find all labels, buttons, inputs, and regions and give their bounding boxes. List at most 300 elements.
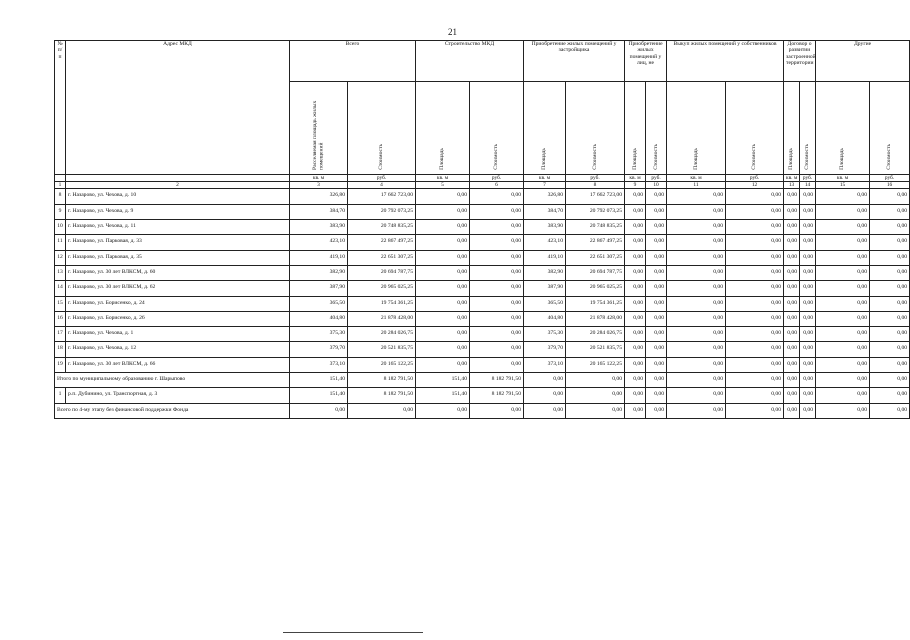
value-cell: 0,00 xyxy=(667,342,726,357)
value-cell: 326,80 xyxy=(290,189,348,204)
value-cell: 0,00 xyxy=(416,204,470,219)
value-cell: 0,00 xyxy=(816,204,870,219)
value-cell: 20 165 122,25 xyxy=(348,357,416,372)
value-cell: 0,00 xyxy=(625,296,646,311)
group-from-developer: Приобретение жилых помещений у застройщика xyxy=(524,41,625,82)
row-address: г. Назарово, ул. Чехова, д. 9 xyxy=(66,204,290,219)
value-cell: 0,00 xyxy=(726,235,784,250)
value-cell: 8 182 791,50 xyxy=(470,372,524,387)
value-cell: 0,00 xyxy=(800,327,816,342)
col-number: 10 xyxy=(646,182,667,189)
value-cell: 0,00 xyxy=(646,388,667,403)
value-cell: 383,90 xyxy=(524,220,566,235)
col-number: 12 xyxy=(726,182,784,189)
group-not-developer: Приобретение жилых помещений у лиц, не xyxy=(625,41,667,82)
value-cell: 0,00 xyxy=(470,189,524,204)
value-cell: 0,00 xyxy=(625,403,646,418)
value-cell: 379,70 xyxy=(524,342,566,357)
unit-cell: кв. м xyxy=(416,175,470,182)
footer-rule xyxy=(283,632,423,633)
value-cell: 20 792 073,25 xyxy=(348,204,416,219)
value-cell: 0,00 xyxy=(726,311,784,326)
value-cell: 0,00 xyxy=(416,311,470,326)
value-cell: 0,00 xyxy=(784,250,800,265)
value-cell: 151,40 xyxy=(416,388,470,403)
value-cell: 0,00 xyxy=(646,235,667,250)
value-cell: 375,30 xyxy=(524,327,566,342)
value-cell: 0,00 xyxy=(816,220,870,235)
value-cell: 0,00 xyxy=(416,357,470,372)
unit-cell: кв. м xyxy=(524,175,566,182)
value-cell: 0,00 xyxy=(784,265,800,280)
row-address: г. Назарово, ул. Чехова, д. 11 xyxy=(66,220,290,235)
col-number: 3 xyxy=(290,182,348,189)
value-cell: 0,00 xyxy=(646,189,667,204)
row-address: г. Назарово, ул. 30 лет ВЛКСМ, д. 62 xyxy=(66,281,290,296)
unit-cell: кв. м xyxy=(625,175,646,182)
value-cell: 0,00 xyxy=(726,403,784,418)
value-cell: 0,00 xyxy=(646,311,667,326)
value-cell: 0,00 xyxy=(784,281,800,296)
value-cell: 0,00 xyxy=(726,220,784,235)
table-row xyxy=(55,296,910,311)
col-number: 16 xyxy=(870,182,910,189)
row-address: г. Назарово, ул. Чехова, д. 10 xyxy=(66,189,290,204)
value-cell: 0,00 xyxy=(290,403,348,418)
value-cell: 0,00 xyxy=(726,189,784,204)
col-number: 6 xyxy=(470,182,524,189)
value-cell: 383,90 xyxy=(290,220,348,235)
value-cell: 0,00 xyxy=(416,265,470,280)
value-cell: 0,00 xyxy=(870,204,910,219)
value-cell: 21 878 428,00 xyxy=(566,311,625,326)
value-cell: 0,00 xyxy=(816,311,870,326)
value-cell: 0,00 xyxy=(726,281,784,296)
value-cell: 0,00 xyxy=(470,235,524,250)
value-cell: 382,90 xyxy=(524,265,566,280)
col-number: 2 xyxy=(66,182,290,189)
unit-cell: руб. xyxy=(646,175,667,182)
value-cell: 0,00 xyxy=(870,388,910,403)
value-cell: 379,70 xyxy=(290,342,348,357)
sub-area: Площадь xyxy=(667,82,726,175)
value-cell: 17 662 723,00 xyxy=(566,189,625,204)
col-number: 11 xyxy=(667,182,726,189)
col-number: 1 xyxy=(55,182,66,189)
value-cell: 0,00 xyxy=(870,403,910,418)
value-cell: 20 965 025,25 xyxy=(566,281,625,296)
value-cell: 0,00 xyxy=(800,220,816,235)
value-cell: 151,40 xyxy=(290,372,348,387)
value-cell: 365,50 xyxy=(524,296,566,311)
summary-label: Всего по 4-му этапу без финансовой поддержки Фонда xyxy=(55,403,290,418)
value-cell: 0,00 xyxy=(646,250,667,265)
value-cell: 0,00 xyxy=(816,372,870,387)
value-cell: 0,00 xyxy=(726,372,784,387)
value-cell: 8 182 791,50 xyxy=(470,388,524,403)
value-cell: 0,00 xyxy=(870,327,910,342)
value-cell: 0,00 xyxy=(816,296,870,311)
row-address: г. Назарово, ул. Парковая, д. 35 xyxy=(66,250,290,265)
value-cell: 0,00 xyxy=(800,311,816,326)
value-cell: 0,00 xyxy=(470,296,524,311)
row-address: г. Назарово, ул. Борисенко, д. 24 xyxy=(66,296,290,311)
value-cell: 0,00 xyxy=(646,342,667,357)
value-cell: 0,00 xyxy=(816,265,870,280)
row-number: 19 xyxy=(55,357,66,372)
row-number: 8 xyxy=(55,189,66,204)
value-cell: 0,00 xyxy=(784,327,800,342)
col-number: 14 xyxy=(800,182,816,189)
value-cell: 0,00 xyxy=(800,281,816,296)
value-cell: 20 284 026,75 xyxy=(566,327,625,342)
value-cell: 0,00 xyxy=(870,250,910,265)
value-cell: 0,00 xyxy=(625,388,646,403)
value-cell: 20 792 073,25 xyxy=(566,204,625,219)
unit-cell: кв. м xyxy=(816,175,870,182)
value-cell: 0,00 xyxy=(667,372,726,387)
unit-cell: руб. xyxy=(348,175,416,182)
col-number: 13 xyxy=(784,182,800,189)
sub-cost: Стоимость xyxy=(566,82,625,175)
value-cell: 0,00 xyxy=(646,372,667,387)
value-cell: 0,00 xyxy=(800,372,816,387)
value-cell: 0,00 xyxy=(726,357,784,372)
value-cell: 20 165 122,25 xyxy=(566,357,625,372)
value-cell: 0,00 xyxy=(870,281,910,296)
value-cell: 419,10 xyxy=(290,250,348,265)
col-no-header: № п/п xyxy=(55,41,66,175)
value-cell: 0,00 xyxy=(646,403,667,418)
value-cell: 0,00 xyxy=(816,327,870,342)
value-cell: 0,00 xyxy=(470,327,524,342)
unit-cell: руб. xyxy=(566,175,625,182)
value-cell: 0,00 xyxy=(625,311,646,326)
value-cell: 19 754 361,25 xyxy=(566,296,625,311)
value-cell: 20 965 025,25 xyxy=(348,281,416,296)
value-cell: 423,10 xyxy=(290,235,348,250)
value-cell: 0,00 xyxy=(416,403,470,418)
value-cell: 20 748 835,25 xyxy=(348,220,416,235)
table-row xyxy=(55,189,910,204)
sub-cost: Стоимость xyxy=(800,82,816,175)
value-cell: 20 284 026,75 xyxy=(348,327,416,342)
value-cell: 0,00 xyxy=(625,250,646,265)
table-row xyxy=(55,327,910,342)
value-cell: 0,00 xyxy=(726,327,784,342)
value-cell: 0,00 xyxy=(416,342,470,357)
row-number: 12 xyxy=(55,250,66,265)
value-cell: 0,00 xyxy=(566,372,625,387)
value-cell: 8 182 791,50 xyxy=(348,372,416,387)
value-cell: 8 182 791,50 xyxy=(348,388,416,403)
value-cell: 0,00 xyxy=(667,296,726,311)
value-cell: 0,00 xyxy=(870,265,910,280)
value-cell: 0,00 xyxy=(646,357,667,372)
value-cell: 0,00 xyxy=(646,296,667,311)
value-cell: 0,00 xyxy=(800,357,816,372)
value-cell: 20 521 835,75 xyxy=(348,342,416,357)
value-cell: 0,00 xyxy=(816,388,870,403)
value-cell: 0,00 xyxy=(667,281,726,296)
value-cell: 0,00 xyxy=(784,235,800,250)
group-total: Всего xyxy=(290,41,416,82)
sub-cost: Стоимость xyxy=(646,82,667,175)
row-number: 18 xyxy=(55,342,66,357)
value-cell: 0,00 xyxy=(646,281,667,296)
value-cell: 22 867 497,25 xyxy=(348,235,416,250)
value-cell: 22 651 307,25 xyxy=(348,250,416,265)
value-cell: 20 521 835,75 xyxy=(566,342,625,357)
value-cell: 0,00 xyxy=(870,220,910,235)
sub-area: Площадь xyxy=(416,82,470,175)
value-cell: 0,00 xyxy=(625,281,646,296)
value-cell: 0,00 xyxy=(416,220,470,235)
row-number: 1 xyxy=(55,388,66,403)
page-number: 21 xyxy=(448,27,457,37)
value-cell: 0,00 xyxy=(524,388,566,403)
sub-area: Площадь xyxy=(784,82,800,175)
value-cell: 404,80 xyxy=(524,311,566,326)
value-cell: 17 662 723,00 xyxy=(348,189,416,204)
value-cell: 387,90 xyxy=(524,281,566,296)
value-cell: 0,00 xyxy=(625,327,646,342)
value-cell: 0,00 xyxy=(667,235,726,250)
value-cell: 373,10 xyxy=(524,357,566,372)
value-cell: 151,40 xyxy=(290,388,348,403)
value-cell: 0,00 xyxy=(800,388,816,403)
table-row xyxy=(55,220,910,235)
unit-cell: руб. xyxy=(870,175,910,182)
value-cell: 0,00 xyxy=(416,281,470,296)
value-cell: 0,00 xyxy=(726,204,784,219)
column-number-row xyxy=(55,182,910,189)
row-number: 17 xyxy=(55,327,66,342)
value-cell: 0,00 xyxy=(816,235,870,250)
table-row xyxy=(55,311,910,326)
value-cell: 0,00 xyxy=(816,357,870,372)
value-cell: 0,00 xyxy=(566,403,625,418)
group-construction: Строительство МКД xyxy=(416,41,524,82)
row-address: р.п. Дубинино, ул. Транспортная, д. 3 xyxy=(66,388,290,403)
value-cell: 0,00 xyxy=(667,250,726,265)
value-cell: 0,00 xyxy=(816,403,870,418)
table-body xyxy=(55,189,910,418)
value-cell: 326,80 xyxy=(524,189,566,204)
value-cell: 0,00 xyxy=(800,235,816,250)
row-address: г. Назарово, ул. 30 лет ВЛКСМ, д. 60 xyxy=(66,265,290,280)
value-cell: 0,00 xyxy=(870,372,910,387)
value-cell: 0,00 xyxy=(470,265,524,280)
value-cell: 384,70 xyxy=(290,204,348,219)
group-contract: Договор о развитии застроенной территории xyxy=(784,41,816,82)
sub-cost: Стоимость xyxy=(726,82,784,175)
value-cell: 0,00 xyxy=(784,189,800,204)
value-cell: 0,00 xyxy=(784,220,800,235)
value-cell: 21 878 428,00 xyxy=(348,311,416,326)
summary-row xyxy=(55,372,910,387)
value-cell: 0,00 xyxy=(667,311,726,326)
value-cell: 0,00 xyxy=(870,357,910,372)
value-cell: 0,00 xyxy=(667,327,726,342)
value-cell: 0,00 xyxy=(800,189,816,204)
value-cell: 0,00 xyxy=(800,204,816,219)
row-number: 9 xyxy=(55,204,66,219)
value-cell: 20 748 835,25 xyxy=(566,220,625,235)
value-cell: 0,00 xyxy=(870,311,910,326)
value-cell: 0,00 xyxy=(667,189,726,204)
value-cell: 0,00 xyxy=(646,265,667,280)
value-cell: 0,00 xyxy=(646,204,667,219)
value-cell: 20 694 787,75 xyxy=(566,265,625,280)
col-number: 5 xyxy=(416,182,470,189)
value-cell: 0,00 xyxy=(784,357,800,372)
value-cell: 382,90 xyxy=(290,265,348,280)
col-number: 9 xyxy=(625,182,646,189)
value-cell: 19 754 361,25 xyxy=(348,296,416,311)
value-cell: 0,00 xyxy=(524,372,566,387)
units-row xyxy=(55,175,910,182)
value-cell: 0,00 xyxy=(726,296,784,311)
row-address: г. Назарово, ул. Борисенко, д. 26 xyxy=(66,311,290,326)
value-cell: 0,00 xyxy=(625,372,646,387)
value-cell: 0,00 xyxy=(784,311,800,326)
value-cell: 0,00 xyxy=(625,189,646,204)
value-cell: 0,00 xyxy=(625,342,646,357)
value-cell: 375,30 xyxy=(290,327,348,342)
sub-cost: Стоимость xyxy=(470,82,524,175)
value-cell: 0,00 xyxy=(870,235,910,250)
header-group-row xyxy=(55,41,910,82)
table-row xyxy=(55,250,910,265)
col-number: 15 xyxy=(816,182,870,189)
value-cell: 0,00 xyxy=(667,220,726,235)
col-address-header: Адрес МКД xyxy=(66,41,290,175)
value-cell: 0,00 xyxy=(667,204,726,219)
value-cell: 0,00 xyxy=(625,235,646,250)
value-cell: 404,80 xyxy=(290,311,348,326)
value-cell: 0,00 xyxy=(470,204,524,219)
value-cell: 0,00 xyxy=(416,189,470,204)
row-number: 15 xyxy=(55,296,66,311)
value-cell: 0,00 xyxy=(470,342,524,357)
row-number: 13 xyxy=(55,265,66,280)
sub-area: Площадь xyxy=(625,82,646,175)
value-cell: 365,50 xyxy=(290,296,348,311)
group-buyout: Выкуп жилых помещений у собственников xyxy=(667,41,784,82)
col-number: 7 xyxy=(524,182,566,189)
value-cell: 0,00 xyxy=(816,189,870,204)
value-cell: 0,00 xyxy=(726,388,784,403)
row-number: 14 xyxy=(55,281,66,296)
table-row xyxy=(55,388,910,403)
value-cell: 0,00 xyxy=(726,342,784,357)
value-cell: 0,00 xyxy=(646,220,667,235)
value-cell: 0,00 xyxy=(784,372,800,387)
table-row xyxy=(55,342,910,357)
row-address: г. Назарово, ул. Чехова, д. 1 xyxy=(66,327,290,342)
value-cell: 0,00 xyxy=(800,296,816,311)
row-address: г. Назарово, ул. 30 лет ВЛКСМ, д. 66 xyxy=(66,357,290,372)
value-cell: 0,00 xyxy=(416,250,470,265)
value-cell: 0,00 xyxy=(470,220,524,235)
value-cell: 0,00 xyxy=(646,327,667,342)
row-address: г. Назарово, ул. Чехова, д. 12 xyxy=(66,342,290,357)
row-number: 10 xyxy=(55,220,66,235)
value-cell: 22 651 307,25 xyxy=(566,250,625,265)
group-other: Другие xyxy=(816,41,910,82)
value-cell: 0,00 xyxy=(416,235,470,250)
sub-area: Площадь xyxy=(816,82,870,175)
value-cell: 0,00 xyxy=(566,388,625,403)
sub-area: Площадь xyxy=(524,82,566,175)
resettlement-table xyxy=(54,40,910,419)
value-cell: 0,00 xyxy=(470,281,524,296)
table-row xyxy=(55,265,910,280)
value-cell: 423,10 xyxy=(524,235,566,250)
value-cell: 0,00 xyxy=(870,342,910,357)
unit-cell: руб. xyxy=(726,175,784,182)
value-cell: 0,00 xyxy=(667,403,726,418)
value-cell: 0,00 xyxy=(870,296,910,311)
table-row xyxy=(55,204,910,219)
row-number: 16 xyxy=(55,311,66,326)
value-cell: 0,00 xyxy=(625,265,646,280)
value-cell: 0,00 xyxy=(784,204,800,219)
unit-cell: руб. xyxy=(470,175,524,182)
value-cell: 0,00 xyxy=(784,296,800,311)
value-cell: 0,00 xyxy=(416,327,470,342)
value-cell: 0,00 xyxy=(784,342,800,357)
value-cell: 22 867 497,25 xyxy=(566,235,625,250)
value-cell: 0,00 xyxy=(816,250,870,265)
value-cell: 0,00 xyxy=(625,220,646,235)
table-row xyxy=(55,235,910,250)
row-address: г. Назарово, ул. Парковая, д. 33 xyxy=(66,235,290,250)
value-cell: 0,00 xyxy=(784,388,800,403)
value-cell: 0,00 xyxy=(800,265,816,280)
unit-cell: кв. м xyxy=(784,175,800,182)
value-cell: 0,00 xyxy=(870,189,910,204)
value-cell: 151,40 xyxy=(416,372,470,387)
value-cell: 387,90 xyxy=(290,281,348,296)
value-cell: 0,00 xyxy=(470,357,524,372)
value-cell: 0,00 xyxy=(800,342,816,357)
unit-cell: кв. м xyxy=(667,175,726,182)
sub-cost: Стоимость xyxy=(870,82,910,175)
value-cell: 0,00 xyxy=(470,311,524,326)
value-cell: 0,00 xyxy=(524,403,566,418)
value-cell: 0,00 xyxy=(416,296,470,311)
value-cell: 0,00 xyxy=(726,265,784,280)
value-cell: 0,00 xyxy=(470,250,524,265)
col-number: 8 xyxy=(566,182,625,189)
value-cell: 0,00 xyxy=(816,342,870,357)
value-cell: 20 694 787,75 xyxy=(348,265,416,280)
value-cell: 0,00 xyxy=(816,281,870,296)
summary-row xyxy=(55,403,910,418)
unit-cell: руб. xyxy=(800,175,816,182)
value-cell: 0,00 xyxy=(667,388,726,403)
value-cell: 0,00 xyxy=(667,265,726,280)
value-cell: 0,00 xyxy=(784,403,800,418)
table-row xyxy=(55,281,910,296)
value-cell: 0,00 xyxy=(348,403,416,418)
value-cell: 419,10 xyxy=(524,250,566,265)
col-number: 4 xyxy=(348,182,416,189)
table-row xyxy=(55,357,910,372)
value-cell: 384,70 xyxy=(524,204,566,219)
